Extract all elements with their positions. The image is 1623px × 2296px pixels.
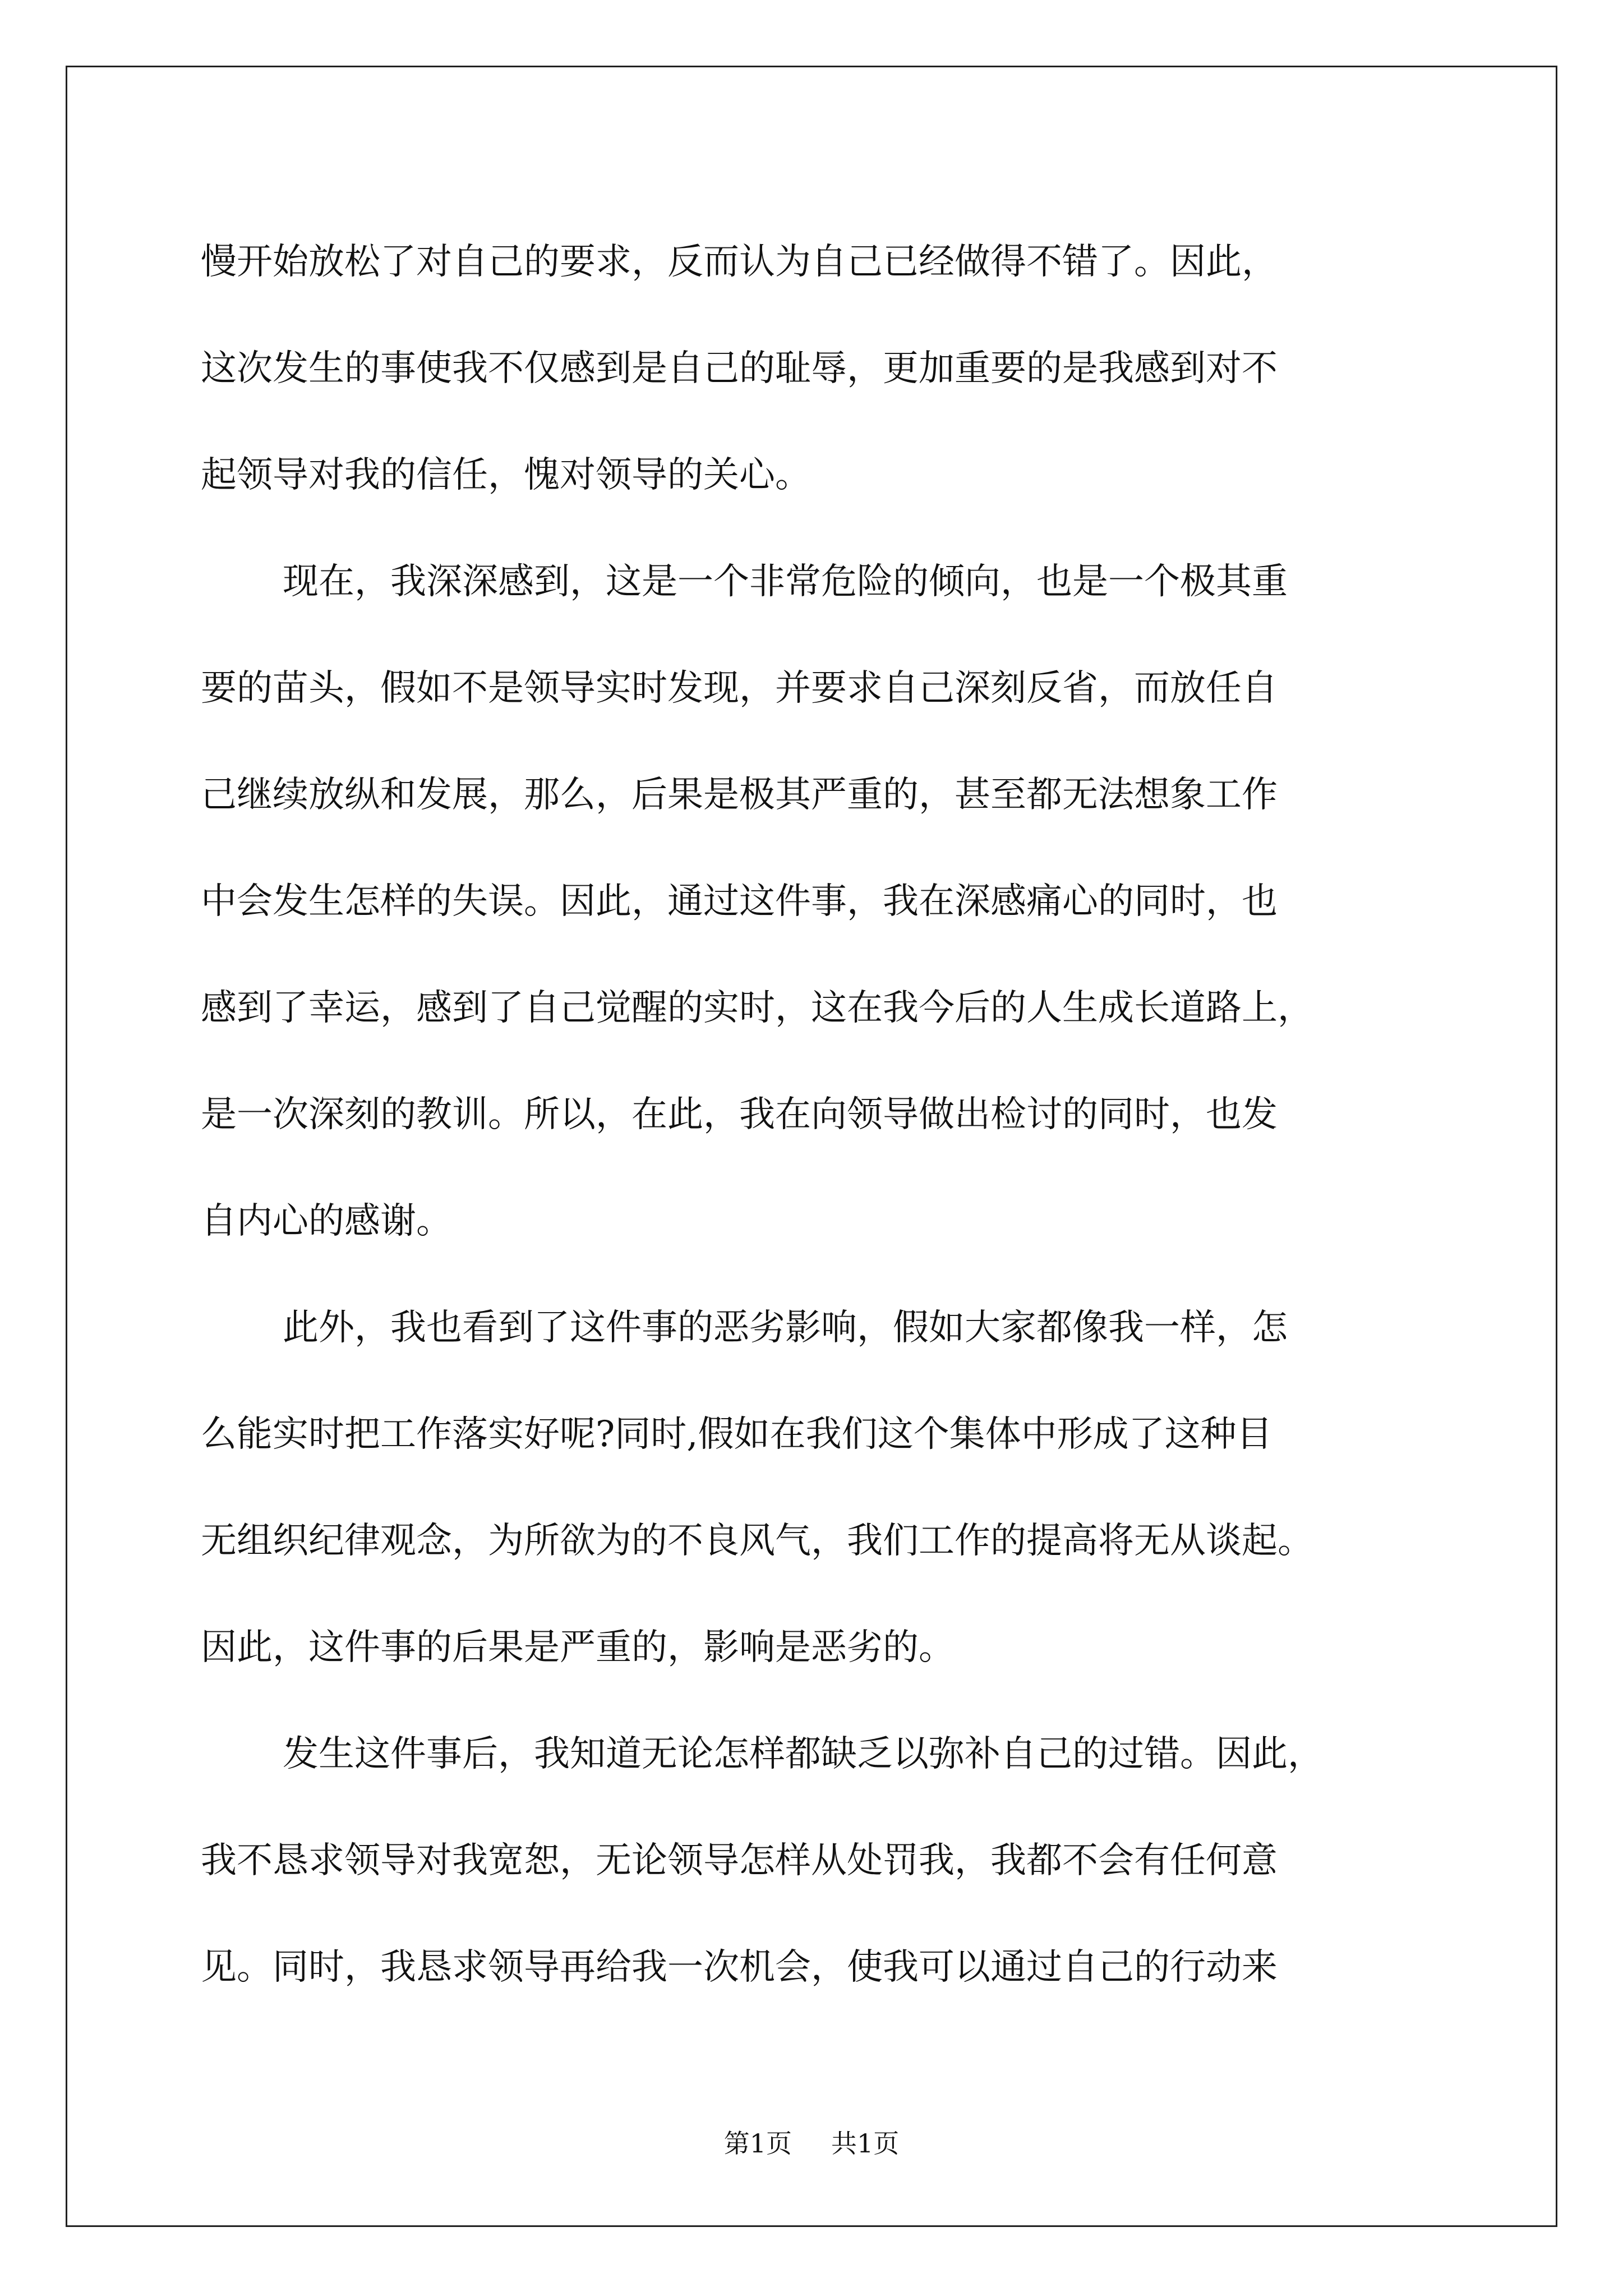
text-line: 因此，这件事的后果是严重的，影响是恶劣的。 [201,1627,955,1668]
paragraph-start-line: 此外，我也看到了这件事的恶劣影响，假如大家都像我一样，怎 [283,1307,1288,1349]
text-line: 感到了幸运，感到了自己觉醒的实时，这在我今后的人生成长道路上， [201,987,1313,1029]
page-number: 第1页 [723,2128,792,2159]
text-line: 中会发生怎样的失误。因此，通过这件事，我在深感痛心的同时，也 [201,881,1278,922]
page-footer [0,2123,1623,2160]
text-line: 是一次深刻的教训。所以，在此，我在向领导做出检讨的同时，也发 [201,1094,1278,1135]
text-line: 慢开始放松了对自己的要求，反而认为自己已经做得不错了。因此， [201,241,1278,283]
document-body [201,209,1435,2021]
text-line: 么能实时把工作落实好呢?同时,假如在我们这个集体中形成了这种目 [201,1414,1272,1455]
text-line: 要的苗头，假如不是领导实时发现，并要求自己深刻反省，而放任自 [201,668,1278,709]
page-total: 共1页 [831,2128,900,2159]
text-line: 己继续放纵和发展，那么，后果是极其严重的，甚至都无法想象工作 [201,774,1278,816]
text-line: 这次发生的事使我不仅感到是自己的耻辱，更加重要的是我感到对不 [201,348,1278,389]
text-line: 起领导对我的信任，愧对领导的关心。 [201,454,811,496]
text-line: 自内心的感谢。 [201,1200,452,1242]
text-line: 我不恳求领导对我宽恕，无论领导怎样从处罚我，我都不会有任何意 [201,1840,1278,1881]
paragraph-start-line: 发生这件事后，我知道无论怎样都缺乏以弥补自己的过错。因此， [283,1733,1324,1775]
text-line: 无组织纪律观念，为所欲为的不良风气，我们工作的提高将无从谈起。 [201,1520,1313,1562]
text-line: 见。同时，我恳求领导再给我一次机会，使我可以通过自己的行动来 [201,1947,1278,1988]
paragraph-start-line: 现在，我深深感到，这是一个非常危险的倾向，也是一个极其重 [283,561,1288,602]
